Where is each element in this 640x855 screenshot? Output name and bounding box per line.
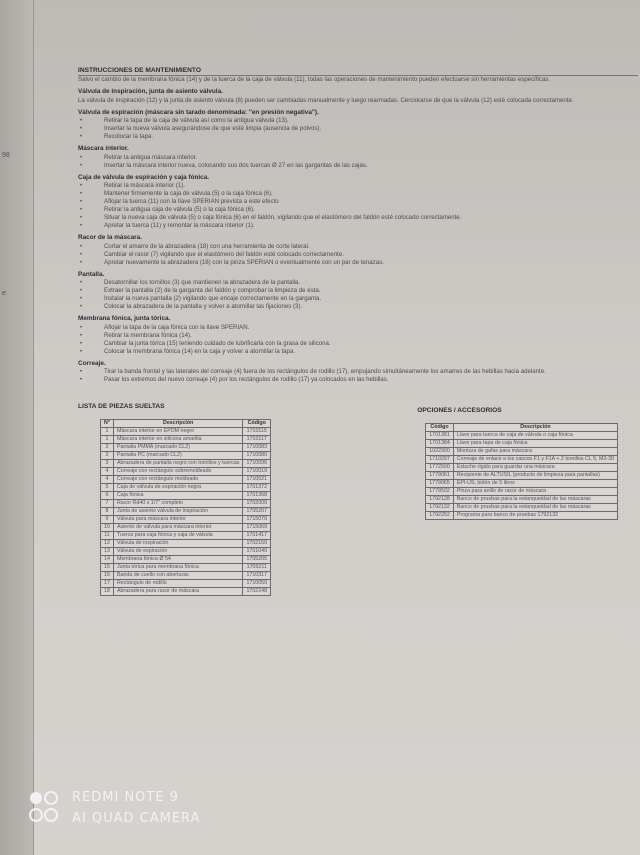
section-heading: Racor de la máscara.	[78, 234, 142, 241]
table-cell: 1701372	[243, 484, 271, 492]
table-cell: 14	[101, 556, 114, 564]
table-cell: EPI-US, bidón de 5 litros	[453, 480, 617, 488]
table-cell: Abrazadera de pantalla negro con tornillos y tuercas	[113, 460, 243, 468]
table-cell: 1701417	[243, 532, 271, 540]
column-header: Descripción	[113, 420, 243, 428]
table-cell: 6	[101, 492, 114, 500]
table-row	[426, 464, 618, 472]
table-row	[101, 468, 271, 476]
parts-title: LISTA DE PIEZAS SUELTAS	[78, 403, 165, 410]
table-cell: Caja fónica	[113, 492, 243, 500]
table-cell: 1710115	[243, 428, 271, 436]
table-cell: Llave para tuerca de caja de válvula o caja fónica	[453, 432, 617, 440]
table-header-row	[426, 424, 618, 432]
table-cell: 1701040	[243, 548, 271, 556]
options-title: OPCIONES / ACCESORIOS	[417, 407, 502, 414]
table-row	[101, 500, 271, 508]
table-row	[101, 444, 271, 452]
options-column	[417, 406, 618, 520]
table-row	[101, 588, 271, 596]
table-cell: 1702000	[243, 500, 271, 508]
document-title: INSTRUCCIONES DE MANTENIMIENTO	[78, 66, 638, 76]
list-item: • Cortar el amarre de la abrazadera (18) con una herramienta de corte lateral.	[78, 243, 638, 251]
table-cell: 1715069	[243, 524, 271, 532]
table-cell: 4	[101, 468, 114, 476]
column-header: Código	[426, 424, 454, 432]
table-cell: Válvula de espiración	[113, 548, 243, 556]
section-list	[78, 117, 638, 141]
list-item: • Instalar la nueva pantalla (2) vigilando que encaje correctamente en la garganta.	[78, 295, 638, 303]
table-row	[426, 480, 618, 488]
table-row	[426, 472, 618, 480]
table-cell: Pinza para anillo de racor de máscara	[453, 488, 617, 496]
table-row	[426, 504, 618, 512]
table-cell: 3	[101, 460, 114, 468]
table-cell: 1702150	[243, 540, 271, 548]
table-cell: 2	[101, 452, 114, 460]
table-cell: Banco de pruebas para la estanqueidad de las máscaras	[453, 496, 617, 504]
table-cell: 1792252	[426, 512, 454, 520]
table-cell: 1792128	[426, 496, 454, 504]
table-cell: 4	[101, 476, 114, 484]
table-row	[101, 436, 271, 444]
list-item: • Extraer la pantalla (2) de la garganta del faldón y comprobar la limpieza de ésta.	[78, 287, 638, 295]
table-cell: 13	[101, 548, 114, 556]
list-item: • Retirar la antigua caja de válvula (5) o la caja fónica (6).	[78, 206, 638, 214]
table-cell: 1779065	[426, 480, 454, 488]
table-cell: 1701368	[243, 492, 271, 500]
table-row	[101, 524, 271, 532]
adjacent-page-edge	[0, 0, 34, 855]
maintenance-instructions	[78, 66, 638, 596]
table-row	[426, 456, 618, 464]
section-heading: Válvula de inspiración, junta de asiento válvula.	[78, 88, 223, 95]
list-item: • Situar la nueva caja de válvula (5) o caja fónica (6) en el faldón, vigilando que el elastómero del faldón esté colocado correctamente.	[78, 214, 638, 222]
table-cell: Correaje con rectángulo sobremoldeado	[113, 468, 243, 476]
list-item: • Retirar la tapa de la caja de válvula así como la antigua válvula (13).	[78, 117, 638, 125]
table-cell: 1710083	[243, 444, 271, 452]
table-row	[101, 508, 271, 516]
section-heading: Máscara interior.	[78, 145, 129, 152]
table-row	[426, 440, 618, 448]
table-cell: 16	[101, 572, 114, 580]
table-header-row	[101, 420, 271, 428]
sections	[78, 88, 638, 384]
section-text: La válvula de inspiración (12) y la junta de asiento válvula (8) pueden ser cambiadas manualmente y luego rearmadas. Cerciorarse de que la válvula (12) esté colocada correctamente.	[78, 96, 574, 104]
table-cell: 2	[101, 444, 114, 452]
table-cell: 1710117	[243, 436, 271, 444]
table-cell: 1701384	[426, 440, 454, 448]
table-cell: 1702248	[243, 588, 271, 596]
section-list	[78, 182, 638, 230]
list-item: • Retirar la membrana fónica (14).	[78, 332, 638, 340]
table-row	[101, 428, 271, 436]
table-cell: Junta de asiento válvula de inspiración	[113, 508, 243, 516]
table-cell: 1710021	[243, 476, 271, 484]
column-header: N°	[101, 420, 114, 428]
table-cell: Estuche rígido para guardar una máscara	[453, 464, 617, 472]
table-row	[426, 512, 618, 520]
table-cell: 15	[101, 564, 114, 572]
column-header: Código	[243, 420, 271, 428]
section-heading: Pantalla.	[78, 270, 105, 278]
parts-table	[100, 419, 271, 596]
table-row	[101, 460, 271, 468]
table-row	[101, 548, 271, 556]
watermark-camera: AI QUAD CAMERA	[72, 811, 201, 826]
tables-area	[78, 402, 618, 596]
table-row	[101, 516, 271, 524]
list-item: • Colocar la abrazadera de la pantalla y volver a atornillar las fijaciones (3).	[78, 303, 638, 311]
table-cell: 10	[101, 524, 114, 532]
table-cell: 7	[101, 500, 114, 508]
table-cell: 18	[101, 588, 114, 596]
section-heading: Caja de válvula de espiración y caja fónica.	[78, 173, 210, 181]
table-row	[101, 572, 271, 580]
table-cell: 1772500	[426, 464, 454, 472]
table-cell: Banda de cuello con aberturas	[113, 572, 243, 580]
camera-watermark	[28, 787, 200, 829]
table-cell: 1705205	[243, 556, 271, 564]
table-row	[101, 532, 271, 540]
table-cell: Montura de gafas para máscara	[453, 448, 617, 456]
section-list	[78, 324, 638, 356]
list-item: • Apretar la tuerca (11) y remontar la máscara interior (1).	[78, 222, 638, 230]
table-row	[101, 452, 271, 460]
section-heading: Membrana fónica, junta tórica.	[78, 315, 171, 322]
section-heading: Válvula de espiración (máscara sin tarado denominada: "en presión negativa").	[78, 108, 319, 116]
table-cell: Máscara interior en silicona amarilla	[113, 436, 243, 444]
table-row	[101, 580, 271, 588]
table-cell: Pantalla PC (marcado CL2)	[113, 452, 243, 460]
parts-column	[78, 402, 271, 596]
intro-text: Salvo el cambio de la membrana fónica (14) y de la tuerca de la caja de válvula (11), todas las operaciones de mantenimiento pueden efectuarse sin herramientas específicas.	[78, 76, 551, 83]
table-cell: 1715070	[243, 516, 271, 524]
table-cell: 1792132	[426, 504, 454, 512]
table-cell: Correaje con rectángulo moldeado	[113, 476, 243, 484]
table-cell: 12	[101, 540, 114, 548]
page-fragment: 98	[2, 152, 10, 159]
table-cell: Válvula de inspiración	[113, 540, 243, 548]
table-cell: 17	[101, 580, 114, 588]
table-row	[426, 432, 618, 440]
list-item: • Insertar la máscara interior nueva, colocando sus dos tuercas Ø 27 en las gargantas de las cajas.	[78, 162, 638, 170]
section-heading: Correaje.	[78, 359, 106, 367]
table-cell: Abrazadera para racor de máscara	[113, 588, 243, 596]
list-item: • Recolocar la tapa.	[78, 133, 638, 141]
list-item: • Cambiar el racor (7) vigilando que el elastómero del faldón esté colocado correctamente.	[78, 251, 638, 259]
list-item: • Insertar la nueva válvula asegurándose de que esté limpia (ausencia de polvos).	[78, 125, 638, 133]
list-item: • Retirar la antigua máscara interior.	[78, 154, 638, 162]
list-item: • Aflojar la tapa de la caja fónica con la llave SPERIAN.	[78, 324, 638, 332]
section-list	[78, 368, 638, 384]
table-cell: Recipiente de ALTUSIL (producto de limpieza para pantallas)	[453, 472, 617, 480]
table-cell: Membrana fónica Ø 54	[113, 556, 243, 564]
list-item: • Retirar la máscara interior (1).	[78, 182, 638, 190]
list-item: • Colocar la membrana fónica (14) en la caja y volver a atornillar la tapa.	[78, 348, 638, 356]
section-list	[78, 154, 638, 170]
column-header: Descripción	[453, 424, 617, 432]
list-item: • Pasar los extremos del nuevo correaje (4) por los rectángulos de rodillo (17) ya colocados en las hebillas.	[78, 376, 638, 384]
table-cell: 1710019	[243, 468, 271, 476]
table-cell: Correaje de enlace a los cascos F1 y F1A + 2 tornillos CL 5, M3-30	[453, 456, 617, 464]
table-row	[101, 476, 271, 484]
list-item: • Mantener firmemente la caja de válvula (5) o la caja fónica (6).	[78, 190, 638, 198]
table-cell: Caja de válvula de espiración negra	[113, 484, 243, 492]
table-row	[426, 448, 618, 456]
table-cell: Rectángulo de rodillo	[113, 580, 243, 588]
table-cell: 1701381	[426, 432, 454, 440]
table-cell: 1710096	[243, 460, 271, 468]
table-cell: 1705207	[243, 508, 271, 516]
table-cell: Programa para banco de pruebas 1792132	[453, 512, 617, 520]
list-item: • Cambiar la junta tórica (15) teniendo cuidado de lubrificarla con la grasa de silicona.	[78, 340, 638, 348]
table-cell: 1710050	[243, 580, 271, 588]
table-cell: Racor Rd40 x 1/7" completo	[113, 500, 243, 508]
table-cell: Válvula para máscara interior	[113, 516, 243, 524]
list-item: • Apretar nuevamente la abrazadera (18) con la pinza SPERIAN o eventualmente con un par de tenazas.	[78, 259, 638, 267]
table-row	[101, 564, 271, 572]
table-row	[101, 492, 271, 500]
table-cell: Asiento de válvula para máscara interior	[113, 524, 243, 532]
table-cell: 1710080	[243, 452, 271, 460]
options-table	[425, 423, 618, 520]
table-cell: 1022900	[426, 448, 454, 456]
table-cell: Máscara interior en EPDM negro	[113, 428, 243, 436]
table-cell: 5	[101, 484, 114, 492]
table-cell: 8	[101, 508, 114, 516]
table-cell: 1710297	[426, 456, 454, 464]
table-row	[426, 488, 618, 496]
table-row	[101, 540, 271, 548]
table-cell: 9	[101, 516, 114, 524]
table-cell: Banco de pruebas para la estanqueidad de las máscaras	[453, 504, 617, 512]
table-cell: 1779502	[426, 488, 454, 496]
watermark-model: REDMI NOTE 9	[72, 790, 179, 805]
table-row	[426, 496, 618, 504]
camera-logo-icon	[28, 789, 60, 825]
section-list	[78, 279, 638, 311]
document-page	[36, 0, 640, 855]
table-cell: 1705211	[243, 564, 271, 572]
page-fragment: e	[2, 290, 6, 297]
table-row	[101, 556, 271, 564]
table-cell: 1	[101, 428, 114, 436]
list-item: • Aflojar la tuerca (11) con la llave SPERIAN prevista a este efecto	[78, 198, 638, 206]
table-cell: Llave para tapa de caja fónica	[453, 440, 617, 448]
table-cell: Pantalla PMMA (marcado CL2)	[113, 444, 243, 452]
table-cell: 1	[101, 436, 114, 444]
table-cell: Tuerca para caja fónica y caja de válvula	[113, 532, 243, 540]
table-cell: 11	[101, 532, 114, 540]
list-item: • Tirar la banda frontal y las laterales del correaje (4) fuera de los rectángulos de rodillo (17), empujando simultáneamente los amarres de las hebillas hacia adelante.	[78, 368, 638, 376]
section-list	[78, 243, 638, 267]
table-cell: 1710317	[243, 572, 271, 580]
table-row	[101, 484, 271, 492]
list-item: • Desatornillar los tornillos (3) que mantienen la abrazadera de la pantalla.	[78, 279, 638, 287]
table-cell: Junta tórica para membrana fónica	[113, 564, 243, 572]
table-cell: 1779061	[426, 472, 454, 480]
